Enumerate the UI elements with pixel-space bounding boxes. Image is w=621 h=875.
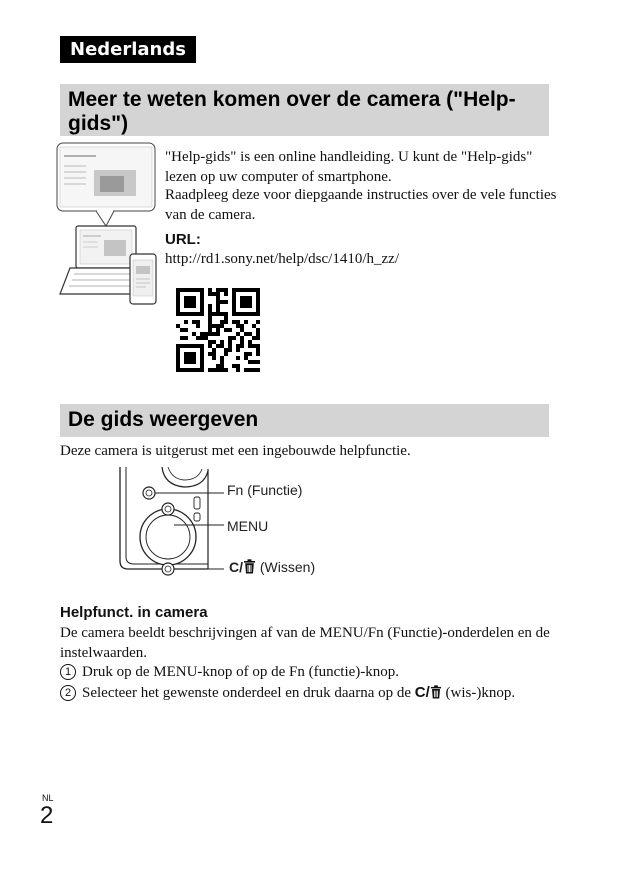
language-tab <box>60 36 196 63</box>
section-header-view-guide <box>60 404 549 437</box>
step-2-suffix: (wis-)knop. <box>445 685 516 701</box>
step-number-2: 2 <box>60 685 76 701</box>
help-guide-paragraph-2: Raadpleeg deze voor diepgaande instructies over de vele functies van de camera. <box>165 187 557 223</box>
menu-button-label: MENU <box>227 518 269 534</box>
section-title-view-guide: De gids weergeven <box>68 408 259 431</box>
help-guide-url[interactable]: http://rd1.sony.net/help/dsc/1410/h_zz/ <box>165 251 399 267</box>
computer-smartphone-illustration <box>56 142 160 312</box>
step-1 <box>60 663 560 683</box>
camera-back-diagram <box>112 465 232 585</box>
step-2-text: Selecteer het gewenste onderdeel en druk daarna op de <box>82 685 412 701</box>
page-number: 2 <box>40 802 54 829</box>
section-header-help-guide <box>60 84 549 136</box>
url-label: URL: <box>165 231 201 248</box>
view-guide-intro: Deze camera is uitgerust met een ingebouwde helpfunctie. <box>60 443 411 459</box>
trash-icon <box>243 559 256 574</box>
footer-lang-code: NL <box>42 793 54 803</box>
delete-button-label <box>229 559 315 575</box>
help-guide-paragraph-1: "Help-gids" is een online handleiding. U kunt de "Help-gids" lezen op uw computer of smartphone. <box>165 149 533 185</box>
section-title-help-guide: Meer te weten komen over de camera ("Help-gids") <box>68 88 516 135</box>
delete-label-text: (Wissen) <box>259 559 316 575</box>
language-tab-label: Nederlands <box>70 39 186 60</box>
step-number-1: 1 <box>60 664 76 680</box>
trash-icon <box>430 685 442 699</box>
c-button-glyph: C/ <box>229 559 243 575</box>
step-1-text: Druk op de MENU-knop of op de Fn (functie)-knop. <box>82 664 400 680</box>
step-2-c-button-glyph: C/ <box>414 684 430 701</box>
help-function-description: De camera beeldt beschrijvingen af van de MENU/Fn (Functie)-onderdelen en de instelwaarden. <box>60 625 550 661</box>
step-2 <box>60 683 560 704</box>
subheading-help-function: Helpfunct. in camera <box>60 604 208 621</box>
qr-code[interactable] <box>176 288 260 372</box>
fn-button-label: Fn (Functie) <box>227 482 303 498</box>
